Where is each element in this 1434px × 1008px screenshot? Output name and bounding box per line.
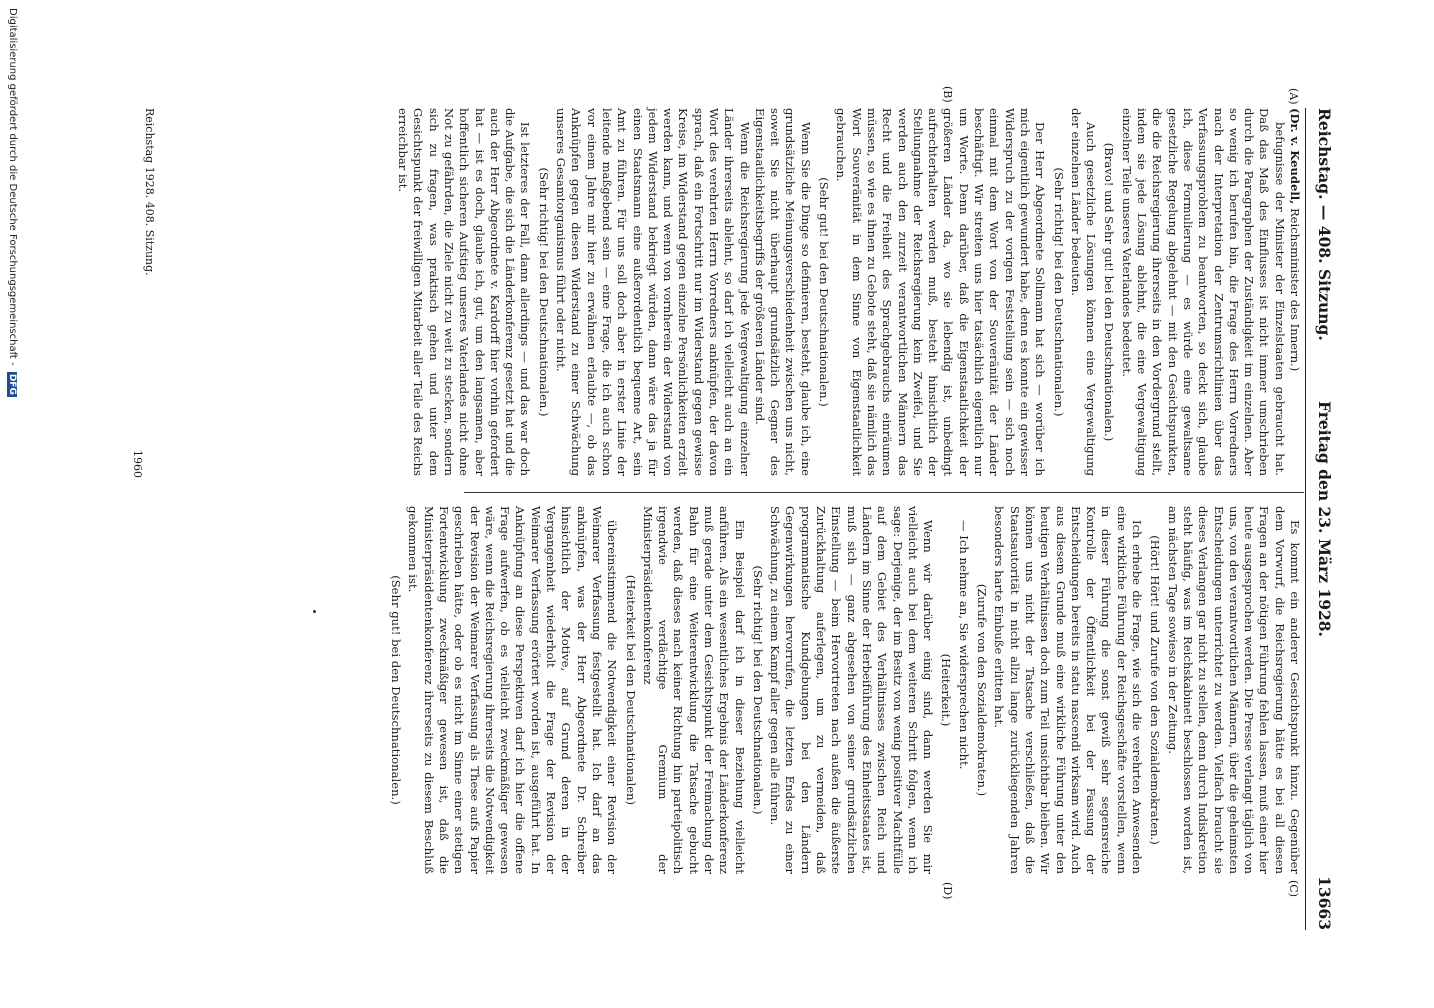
page-footer: Reichstag 1928. 408. Sitzung. — [143, 108, 156, 276]
interjection-note: (Sehr richtig! bei den Deutschnationalen.) — [750, 565, 765, 815]
paragraph: Ein Beispiel darf ich in dieser Beziehung vielleicht anführen. Als ein wesentliches Ergebnis der Länderkonferenz muß gerade unter dem Gesichtspunkt der Freimachung der Bahn für eine Weiterentwicklung die Tatsache gebucht werden, daß dieses nach keiner Richtung hin parteipolitisch irgendwie verdächtige Gremium der Ministerpräsidentenkonferenz — [640, 506, 747, 874]
right-column — [385, 506, 1302, 874]
scan-speck — [313, 610, 316, 613]
paragraph: Ich erhebe die Frage, wie sich die verehrten Anwesenden eine wirkliche Führung der Reichsgeschäfte vorstellen, wenn in dieser Führung die sonst gewiß sehr segensreiche Kontrolle der Öffentlichkeit bei der Fassung der Entscheidungen bereits in statu nascendi wirksam wird. Auch aus diesem Grunde muß eine wirkliche Führung unter den heutigen Verhältnissen doch zum Teil unsichtbar bleiben. Wir können uns nicht der Tatsache verschließen, daß die Staatsautorität in nicht allzu lange zurückliegenden Jahren besonders harte Einbuße erlitten hat. — [992, 506, 1145, 874]
paragraph: Es kommt ein anderer Gesichtspunkt hinzu. Gegenüber dem Vorwurf, die Reichsregierung hätte es bei all diesen Fragen an der nötigen Führung fehlen lassen, muß einer hier heute ausgesprochen werden. Die Presse verlangt täglich von uns, von den verantwortlichen Männern, über die geheimsten Entscheidungen unterrichtet zu werden. Vielfach braucht sie dieses Verlangen gar nicht zu stellen, denn durch Indiskretion steht häufig, was im Reichskabinett beschlossen worden ist, am nächsten Tage sowieso in der Zeitung. — [1165, 506, 1302, 874]
header-rule — [1305, 108, 1306, 930]
credit-text: Digitalisierung gefördert durch die Deutsche Forschungsgemeinschaft - — [7, 8, 18, 366]
page-header — [1310, 108, 1334, 930]
digitization-credit — [7, 0, 18, 1008]
margin-marker-a: (A) — [1287, 88, 1300, 105]
paragraph: Wenn Sie die Dinge so definieren, besteht, glaube ich, eine grundsätzliche Meinungsverschiedenheit zwischen uns nicht, soweit Sie nicht überhaupt grundsätzlich Gegner des Eigenstaatlichkeitsbegriffs der größeren Länder sind. — [752, 108, 813, 476]
paragraph: — Ich nehme an, Sie widersprechen nicht. — [956, 520, 971, 770]
paragraph: Wenn wir darüber einig sind, dann werden Sie mir vielleicht auch bei dem weiteren Schritt folgen, wenn ich sage: Derjenige, der im Besitz von wenig positiver Machtfülle auf dem Gebiet des Verhältnisses zwischen Reich und Ländern im Sinne der Herbeiführung des Einheitsstaates ist, muß sich — ganz abgesehen von seiner grundsätzlichen Einstellung — beim Hervortreten nach außen die äußerste Zurückhaltung auferlegen, um zu vermeiden, daß programmatische Kundgebungen bei den Ländern Gegenwirkungen hervorrufen, die letzten Endes zu einer Schwächung, zu einem Kampf aller gegen alle führen. — [768, 506, 936, 874]
interjection-note: (Heiterkeit bei den Deutschnationalen) — [623, 574, 638, 806]
speaker-name: (Dr. v. Keudell, — [1288, 108, 1302, 205]
dfg-logo: DFG — [7, 373, 17, 395]
footer-page-number: 1960 — [131, 450, 144, 478]
interjection-note: (Sehr richtig! bei den Deutschnationalen.) — [536, 167, 551, 417]
interjection-note: (Sehr gut! bei den Deutschnationalen.) — [817, 177, 832, 407]
interjection-note: (Heiterkeit.) — [939, 653, 954, 727]
header-date: Freitag den 23. März 1928. — [1315, 401, 1334, 637]
speaker-line — [1287, 108, 1302, 476]
paragraph: übereinstimmend die Notwendigkeit einer Revision der Weimarer Verfassung festgestellt hat. Ich darf an das anknüpfen, was der Herr Abgeordnete Dr. Schreiber hinsichtlich der Motive, auf Grund deren in der Vergangenheit wiederholt die Frage der Revision der Weimarer Verfassung erörtert worden ist, ausgeführt hat. In Anknüpfung an diese Perspektiven darf ich hier die offene Frage aufwerfen, ob es vielleicht zweckmäßiger gewesen wäre, wenn die Reichsregierung ihrerseits die Notwendigkeit der Revision der Weimarer Verfassung als These aufs Papier geschrieben hätte, oder ob es nicht im Sinne einer stetigen Fortentwicklung zweckmäßiger gewesen ist, daß die Ministerpräsidentenkonferenz ihrerseits zu diesem Beschluß gekommen ist. — [406, 506, 620, 874]
paragraph: Der Herr Abgeordnete Sollmann hat sich — worüber ich mich eigentlich gewundert habe, denn es konnte ein gewisser Widerspruch zu der vorigen Feststellung sein — sich noch einmal mit dem Wort von der Souveränität der Länder beschäftigt. Wir streiten uns hier tatsächlich eigentlich nur um Worte. Denn darüber, daß die Eigenstaatlichkeit der größeren Länder da, wo sie lebendig ist, unbedingt aufrechterhalten werden muß, besteht hinsichtlich der Stellungnahme der Reichsregierung kein Zweifel, und Sie werden auch den zurzeit verantwortlichen Männern das Recht und die Freiheit des Sprachgebrauchs einräumen müssen, so wie es ihnen zu Gebote steht, daß sie nämlich das Wort Souveränität in dem Sinne von Eigenstaatlichkeit gebrauchen. — [834, 108, 1048, 476]
paragraph: Wenn die Reichsregierung jede Vergewaltigung einzelner Länder ihrerseits ablehnt, so darf ich vielleicht auch an ein Wort des verehrten Herrn Vorredners anknüpfen, der davon sprach, daß ein Fortschritt nur im Widerstand gegen gewisse Kreise, im Widerstand gegen einzelne Persönlichkeiten erzielt werden kann, und wenn von vornherein der Widerstand von jedem Widerstand bekriegt würden, dann wäre das ja für einen Staatsmann eine außerordentlich bequeme Art, sein Amt zu führen. Für uns soll doch aber in erster Linie der leitende maßgebend sein — eine Frage, die ich auch schon vor einem Jahre mir hier zu erwähnen erlaubte —, ob das Anknüpfen gegen diesen Widerstand zu einer Schwächung unseres Gesamtorganismus führt oder nicht. — [554, 108, 752, 476]
margin-marker-c: (C) — [1287, 880, 1300, 897]
header-session: Reichstag. — 408. Sitzung. — [1315, 108, 1334, 341]
paragraph: Ist letzteres der Fall, dann allerdings — und das war doch die Aufgabe, die sich die Länderkonferenz gesetzt hat und die auch der Herr Abgeordnete v. Kardorff hier vorhin gefordert hat — ist es doch, glaube ich, gut, um den langsamen, aber hoffentlich sicheren Aufstieg unseres Vaterlandes nicht ohne Not zu gefährden, die Ziele nicht zu weit zu stecken, sondern sich zu fragen, was praktisch gehen und unter dem Gesichtspunkt der freiwilligen Mitarbeit aller Teile des Reichs erreichbar ist. — [396, 108, 533, 476]
interjection-note: (Sehr gut! bei den Deutschnationalen.) — [389, 575, 404, 805]
margin-marker-b: (B) — [941, 86, 954, 103]
header-page-number: 13663 — [1315, 876, 1334, 930]
interjection-note: (Sehr richtig! bei den Deutschnationalen.) — [1051, 167, 1066, 417]
interjection-note: (Zurufe von den Sozialdemokraten.) — [975, 583, 990, 797]
paragraph: befugnisse der Minister der Einzelstaaten gebraucht hat. Daß das Maß des Einflusses ist nicht immer umschrieben durch die Paragraphen der Zuständigkeit im einzelnen. Aber so wenig ich berufen bin, die Frage des Herrn Vorredners nach der Interpretation der Zentrumsrichtlinien über das Verfassungsproblem zu beantworten, so deckt sich, glaube ich, diese Formulierung — es würde eine gewaltsame gesetzliche Regelung abgelehnt — mit den Gesichtspunkten, die die Reichsregierung ihrerseits in den Vordergrund stellt, indem sie jede Lösung ablehnt, die eine Vergewaltigung einzelner Teile unseres Vaterlandes bedeutet. — [1119, 108, 1287, 476]
speaker-role: Reichsminister des Innern.) — [1288, 204, 1302, 372]
interjection-note: (Bravo! und Sehr gut! bei den Deutschnationalen.) — [1102, 142, 1117, 442]
column-divider — [464, 492, 1304, 493]
left-column — [395, 108, 1302, 476]
paragraph: Auch gesetzliche Lösungen können eine Vergewaltigung der einzelnen Länder bedeuten. — [1068, 108, 1099, 476]
margin-marker-d: (D) — [941, 882, 954, 900]
interjection-note: (Hört! Hört! und Zurufe von den Sozialdemokraten.) — [1148, 535, 1163, 845]
